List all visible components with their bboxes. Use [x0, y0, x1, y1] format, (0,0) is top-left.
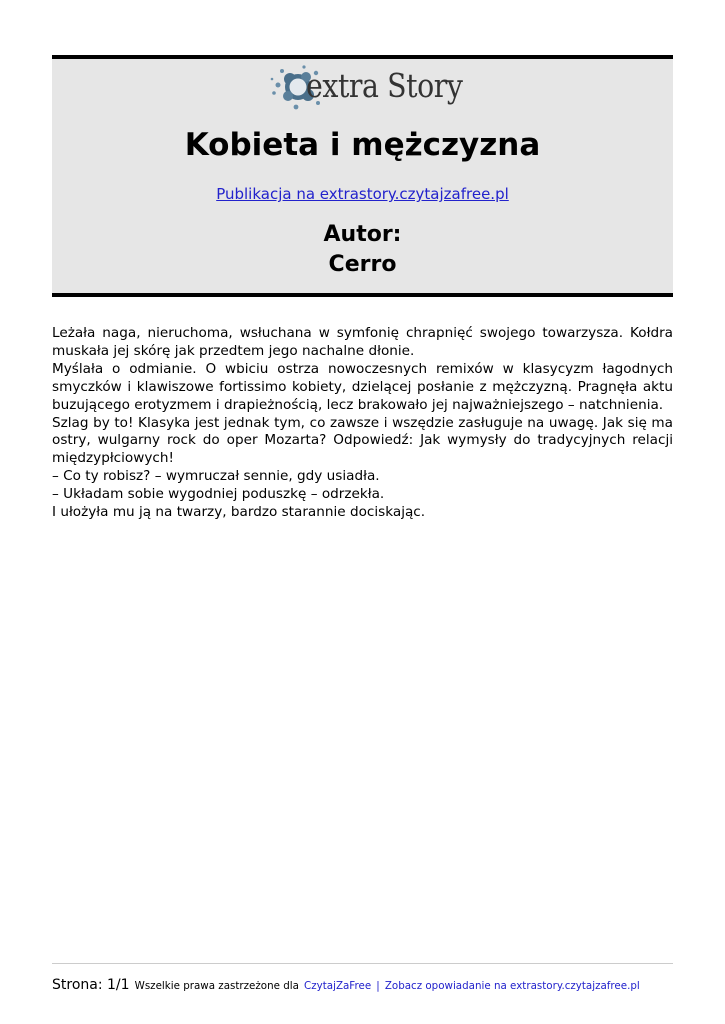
footer-separator: |	[376, 980, 380, 992]
story-paragraph: Myślała o odmianie. O wbiciu ostrza nowoczesnych remixów w klasycyzm łagodnych smyczków i klawiszowe fortissimo kobiety, dzielącej posłanie z mężczyzną. Pragnęła aktu buzującego erotyzmem i drapieżnością, lecz brakowało jej najważniejszego – natchnienia.	[52, 360, 673, 413]
logo-text: extra Story	[306, 66, 463, 105]
extra-story-logo[interactable]	[268, 63, 463, 113]
author-label: Autor:	[323, 222, 402, 247]
footer	[52, 974, 692, 996]
footer-divider	[52, 963, 673, 964]
author-name: Cerro	[328, 252, 397, 277]
story-paragraph: Szlag by to! Klasyka jest jednak tym, co zawsze i wszędzie zasługuje na uwagę. Jak się ma ostry, wulgarny rock do oper Mozarta? Odpowiedź: Jak wymysły do tradycyjnych relacji międzypłciowych!	[52, 414, 673, 467]
story-link[interactable]: Zobacz opowiadanie na extrastory.czytajzafree.pl	[384, 980, 640, 992]
story-paragraph: Leżała naga, nieruchoma, wsłuchana w symfonię chrapnięć swojego towarzysza. Kołdra muskała jej skórę jak przedtem jego nachalne dłonie.	[52, 325, 673, 359]
header-box	[52, 55, 673, 297]
page-number: Strona: 1/1	[52, 977, 130, 993]
publication-link-row	[52, 184, 673, 204]
page-title: Kobieta i mężczyzna	[184, 127, 541, 163]
story-paragraph: I ułożyła mu ją na twarzy, bardzo starannie dociskając.	[52, 504, 426, 521]
story-paragraph: – Układam sobie wygodniej poduszkę – odrzekła.	[52, 486, 385, 503]
story-body	[52, 325, 673, 522]
story-paragraph: – Co ty robisz? – wymruczał sennie, gdy usiadła.	[52, 468, 380, 485]
publication-link[interactable]: Publikacja na extrastory.czytajzafree.pl	[216, 185, 509, 203]
rights-text: Wszelkie prawa zastrzeżone dla	[134, 980, 299, 992]
site-link[interactable]: CzytajZaFree	[304, 980, 372, 992]
